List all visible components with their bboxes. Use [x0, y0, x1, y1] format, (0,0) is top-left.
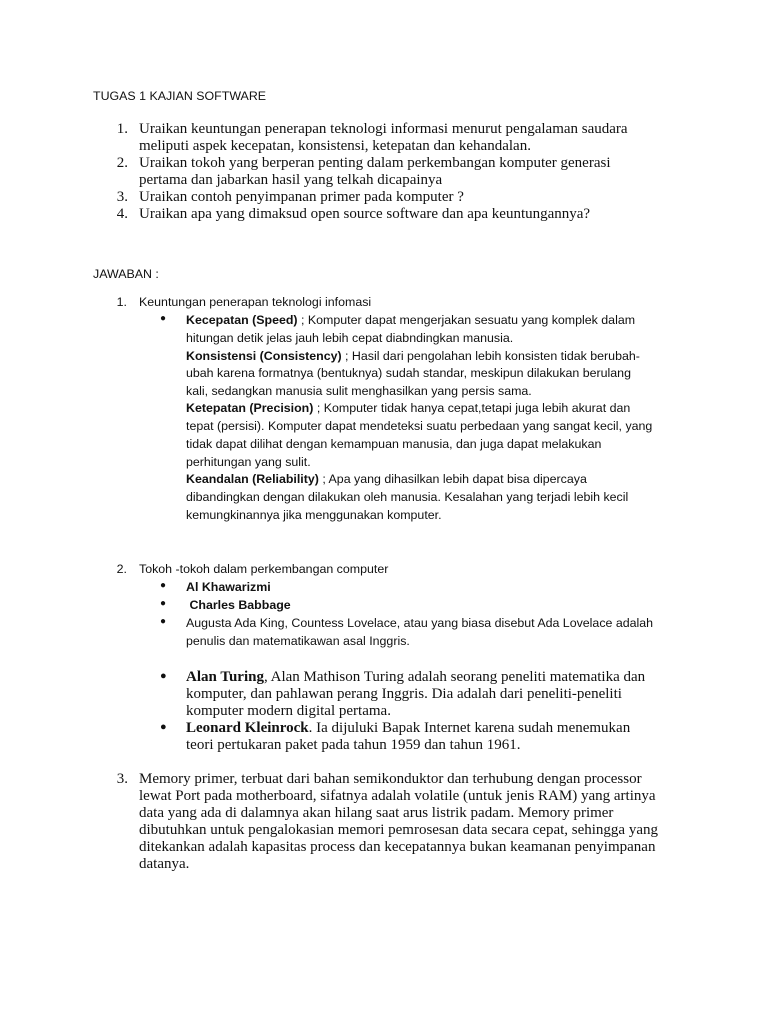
- turing-term: Alan Turing: [186, 669, 264, 685]
- bullet-icon: ●: [160, 598, 167, 609]
- bullet-icon: ●: [160, 313, 167, 324]
- question-line: Uraikan apa yang dimaksud open source software dan apa keuntungannya?: [139, 206, 591, 222]
- question-line: meliputi aspek kecepatan, konsistensi, ketepatan dan kehandalan.: [139, 138, 531, 154]
- ketepatan-line: perhitungan yang sulit.: [186, 455, 311, 469]
- keandalan-line: dibandingkan dengan dilakukan oleh manusia. Kesalahan yang terjadi lebih kecil: [186, 490, 629, 504]
- bullet-icon: ●: [160, 721, 167, 733]
- tokoh-khawarizmi: Al Khawarizmi: [186, 580, 271, 594]
- answer-intro: Keuntungan penerapan teknologi infomasi: [139, 295, 372, 309]
- answer-line: Memory primer, terbuat dari bahan semikonduktor dan terhubung dengan processor: [139, 771, 642, 787]
- answer-line: dibutuhkan untuk pengalokasian memori pemrosesan data secara cepat, sehingga yang: [139, 822, 658, 838]
- ketepatan-line: tepat (persisi). Komputer dapat mendeteksi suatu perbedaan yang sangat kecil, yang: [186, 419, 653, 433]
- question-number: 1.: [116, 121, 128, 137]
- question-number: 2.: [116, 155, 128, 171]
- question-number: 4.: [116, 206, 128, 222]
- tokoh-babbage: Charles Babbage: [186, 598, 291, 612]
- ketepatan-line: Ketepatan (Precision) ; Komputer tidak hanya cepat,tetapi juga lebih akurat dan: [186, 401, 631, 415]
- answer-line: data yang ada di dalamnya akan hilang saat arus listrik padam. Memory primer: [139, 805, 614, 821]
- answers-heading: JAWABAN :: [93, 267, 159, 281]
- konsistensi-line: Konsistensi (Consistency) ; Hasil dari pengolahan lebih konsisten tidak berubah-: [186, 349, 640, 363]
- question-line: Uraikan keuntungan penerapan teknologi informasi menurut pengalaman saudara: [139, 121, 628, 137]
- keandalan-line: Keandalan (Reliability) ; Apa yang dihasilkan lebih dapat bisa dipercaya: [186, 472, 587, 486]
- keandalan-line: kemungkinannya jika menggunakan komputer.: [186, 508, 442, 522]
- kecepatan-line: Kecepatan (Speed) ; Komputer dapat mengerjakan sesuatu yang komplek dalam: [186, 313, 636, 327]
- kleinrock-line: teori pertukaran paket pada tahun 1959 dan tahun 1961.: [186, 737, 521, 753]
- turing-line: Alan Turing, Alan Mathison Turing adalah seorang peneliti matematika dan: [186, 669, 646, 685]
- ketepatan-line: tidak dapat dilihat dengan kemampuan manusia, dan juga dapat melakukan: [186, 437, 602, 451]
- answer-line: datanya.: [139, 856, 190, 872]
- turing-line: komputer modern digital pertama.: [186, 703, 391, 719]
- question-number: 3.: [116, 189, 128, 205]
- answer-line: ditekankan adalah kapasitas process dan kecepatannya bukan keamanan penyimpanan: [139, 839, 656, 855]
- answer-number: 1.: [116, 295, 127, 309]
- turing-line: komputer, dan pahlawan perang Inggris. Dia adalah dari peneliti-peneliti: [186, 686, 622, 702]
- kleinrock-line: Leonard Kleinrock. Ia dijuluki Bapak Internet karena sudah menemukan: [186, 720, 631, 736]
- bullet-icon: ●: [160, 580, 167, 591]
- konsistensi-term: Konsistensi (Consistency): [186, 349, 342, 363]
- bullet-icon: ●: [160, 616, 167, 627]
- answer-line: lewat Port pada motherboard, sifatnya adalah volatile (untuk jenis RAM) yang artinya: [139, 788, 656, 804]
- answer-number: 2.: [116, 562, 127, 576]
- konsistensi-line: kali, sedangkan manusia sulit menghasilkan yang persis sama.: [186, 384, 532, 398]
- kecepatan-term: Kecepatan (Speed): [186, 313, 298, 327]
- answer-intro: Tokoh -tokoh dalam perkembangan computer: [139, 562, 389, 576]
- lovelace-line: Augusta Ada King, Countess Lovelace, atau yang biasa disebut Ada Lovelace adalah: [186, 616, 654, 630]
- ketepatan-term: Ketepatan (Precision): [186, 401, 314, 415]
- lovelace-line: penulis dan matematikawan asal Inggris.: [186, 634, 410, 648]
- keandalan-term: Keandalan (Reliability): [186, 472, 319, 486]
- question-line: pertama dan jabarkan hasil yang telkah dicapainya: [139, 172, 443, 188]
- kecepatan-line: hitungan detik jelas jauh lebih cepat diabndingkan manusia.: [186, 331, 514, 345]
- answer-number: 3.: [116, 771, 128, 787]
- question-line: Uraikan contoh penyimpanan primer pada komputer ?: [139, 189, 464, 205]
- bullet-icon: ●: [160, 670, 167, 682]
- question-line: Uraikan tokoh yang berperan penting dalam perkembangan komputer generasi: [139, 155, 611, 171]
- kleinrock-term: Leonard Kleinrock: [186, 720, 309, 736]
- document-title: TUGAS 1 KAJIAN SOFTWARE: [93, 89, 267, 103]
- konsistensi-line: ubah karena formatnya (bentuknya) sudah standar, meskipun dilakukan berulang: [186, 366, 631, 380]
